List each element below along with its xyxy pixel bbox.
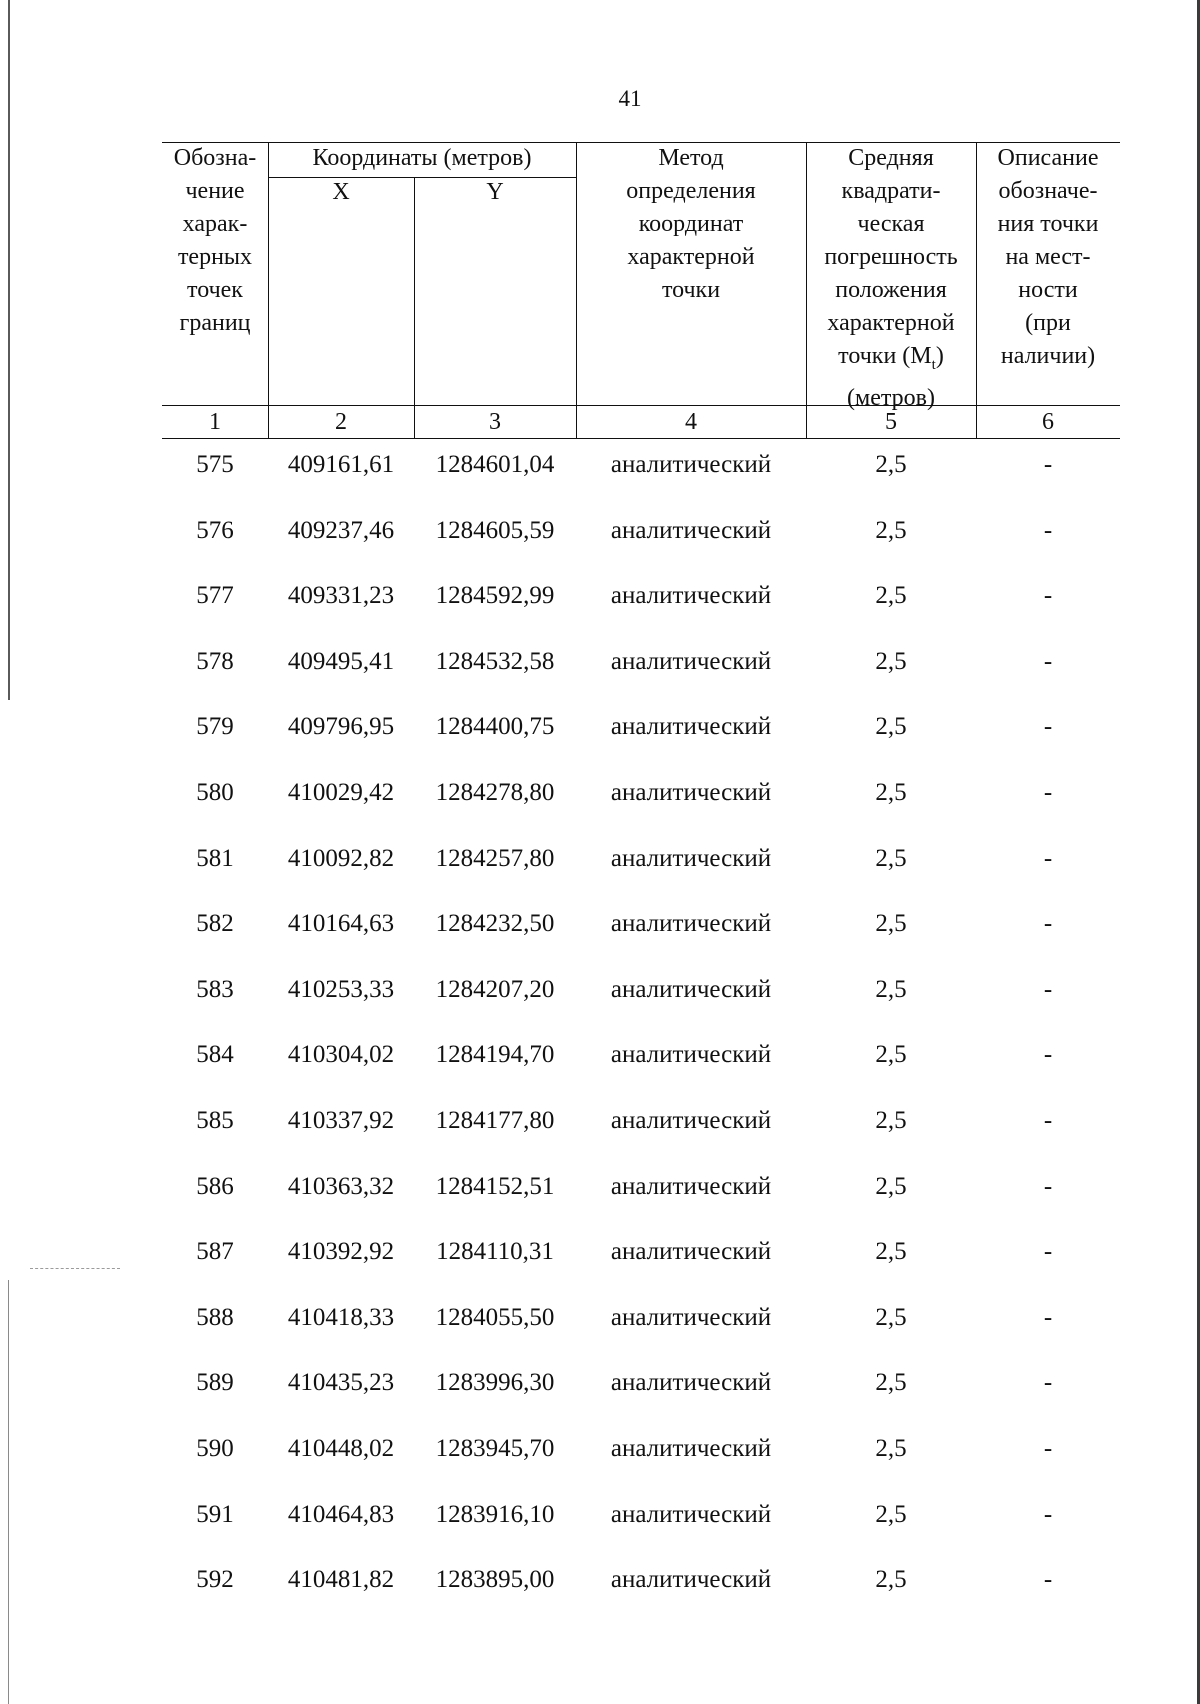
cell-coord-x: 410029,42 xyxy=(287,779,395,806)
column-number-5: 5 xyxy=(885,409,897,435)
cell-point-id: 585 xyxy=(196,1107,234,1134)
cell-point-id: 576 xyxy=(196,516,234,544)
cell-point-id: 584 xyxy=(196,1041,234,1069)
cell-description: - xyxy=(1043,910,1053,938)
table-row xyxy=(162,839,1120,879)
col-separator-2 xyxy=(414,177,415,438)
cell-description: - xyxy=(1043,1041,1053,1069)
header-col-error-post: ) (метров) xyxy=(847,343,944,411)
cell-point-id: 588 xyxy=(196,1303,234,1331)
cell-description: - xyxy=(1043,1500,1053,1528)
cell-error: 2,5 xyxy=(875,975,907,1003)
cell-coord-x: 410435,23 xyxy=(287,1369,395,1397)
cell-description: - xyxy=(1043,1172,1053,1200)
cell-description: - xyxy=(1043,779,1053,806)
cell-coord-x: 410304,02 xyxy=(287,1041,395,1069)
scan-artifact-dash xyxy=(30,1268,120,1270)
cell-error: 2,5 xyxy=(875,910,907,938)
cell-description: - xyxy=(1043,1303,1053,1331)
cell-point-id: 589 xyxy=(196,1369,234,1397)
cell-method: аналитический xyxy=(610,779,772,806)
header-coords-group: Координаты (метров) xyxy=(312,145,532,171)
cell-coord-x: 409495,41 xyxy=(287,647,395,675)
cell-description: - xyxy=(1043,647,1053,675)
table-row xyxy=(162,1232,1120,1272)
table-row xyxy=(162,1298,1120,1338)
cell-error: 2,5 xyxy=(875,1238,907,1266)
cell-coord-x: 410337,92 xyxy=(287,1107,395,1134)
cell-error: 2,5 xyxy=(875,1107,907,1134)
cell-coord-y: 1284110,31 xyxy=(436,1238,554,1266)
table-row xyxy=(162,1495,1120,1535)
cell-method: аналитический xyxy=(610,1238,772,1266)
cell-method: аналитический xyxy=(610,975,772,1003)
cell-error: 2,5 xyxy=(875,1435,907,1462)
cell-coord-x: 410418,33 xyxy=(287,1303,395,1331)
scan-edge-left-lower xyxy=(8,1280,9,1704)
header-col-method: Метод определения координат характерной точки xyxy=(626,145,756,303)
cell-point-id: 587 xyxy=(196,1238,234,1266)
cell-coord-y: 1283945,70 xyxy=(435,1435,555,1462)
cell-point-id: 586 xyxy=(196,1172,234,1200)
cell-description: - xyxy=(1043,975,1053,1003)
cell-method: аналитический xyxy=(610,1566,772,1594)
cell-method: аналитический xyxy=(610,844,772,872)
cell-coord-x: 410481,82 xyxy=(287,1566,395,1594)
table-row xyxy=(162,707,1120,747)
table-row xyxy=(162,445,1120,485)
cell-method: аналитический xyxy=(610,451,772,478)
cell-description: - xyxy=(1043,1107,1053,1134)
cell-method: аналитический xyxy=(610,910,772,938)
cell-coord-y: 1284400,75 xyxy=(435,713,555,741)
cell-method: аналитический xyxy=(610,1500,772,1528)
cell-method: аналитический xyxy=(610,516,772,544)
cell-error: 2,5 xyxy=(875,779,907,806)
cell-error: 2,5 xyxy=(875,1172,907,1200)
header-col-y: Y xyxy=(486,179,504,205)
cell-coord-y: 1284194,70 xyxy=(435,1041,555,1069)
cell-error: 2,5 xyxy=(875,1369,907,1397)
cell-coord-x: 410363,32 xyxy=(287,1172,395,1200)
cell-coord-y: 1284601,04 xyxy=(435,451,555,478)
cell-point-id: 583 xyxy=(196,975,234,1003)
cell-coord-x: 410464,83 xyxy=(287,1500,395,1528)
table-row xyxy=(162,642,1120,682)
cell-point-id: 575 xyxy=(196,451,234,478)
column-number-2: 2 xyxy=(335,409,347,435)
cell-coord-y: 1284592,99 xyxy=(435,582,555,610)
cell-error: 2,5 xyxy=(875,844,907,872)
cell-coord-y: 1284232,50 xyxy=(435,910,555,938)
cell-method: аналитический xyxy=(610,1369,772,1397)
cell-point-id: 577 xyxy=(196,582,234,610)
table-row xyxy=(162,1035,1120,1075)
cell-error: 2,5 xyxy=(875,713,907,741)
cell-error: 2,5 xyxy=(875,451,907,478)
cell-coord-y: 1284532,58 xyxy=(435,647,555,675)
cell-description: - xyxy=(1043,1435,1053,1462)
cell-point-id: 581 xyxy=(196,844,234,872)
header-col-error xyxy=(806,142,976,415)
cell-coord-x: 409161,61 xyxy=(287,451,395,478)
cell-coord-y: 1284605,59 xyxy=(435,516,555,544)
cell-error: 2,5 xyxy=(875,582,907,610)
cell-method: аналитический xyxy=(610,1172,772,1200)
cell-coord-x: 410253,33 xyxy=(287,975,395,1003)
cell-point-id: 580 xyxy=(196,779,234,806)
table-row xyxy=(162,1560,1120,1600)
cell-coord-y: 1284207,20 xyxy=(435,975,555,1003)
cell-point-id: 579 xyxy=(196,713,234,741)
cell-point-id: 591 xyxy=(196,1500,234,1528)
cell-point-id: 578 xyxy=(196,647,234,675)
table-row xyxy=(162,511,1120,551)
table-row xyxy=(162,1167,1120,1207)
header-col-x: X xyxy=(332,179,350,205)
column-number-3: 3 xyxy=(489,409,501,435)
table-row xyxy=(162,576,1120,616)
cell-method: аналитический xyxy=(610,1107,772,1134)
table-row xyxy=(162,970,1120,1010)
table-row xyxy=(162,1363,1120,1403)
table-row xyxy=(162,773,1120,813)
cell-error: 2,5 xyxy=(875,647,907,675)
cell-description: - xyxy=(1043,844,1053,872)
cell-method: аналитический xyxy=(610,582,772,610)
cell-coord-y: 1284257,80 xyxy=(435,844,555,872)
cell-coord-x: 410448,02 xyxy=(287,1435,395,1462)
column-number-6: 6 xyxy=(1042,409,1054,435)
cell-method: аналитический xyxy=(610,713,772,741)
column-number-4: 4 xyxy=(685,409,697,435)
column-number-1: 1 xyxy=(209,409,221,435)
header-col-description: Описание обозначе- ния точки на мест- ности (при наличии) xyxy=(997,145,1099,369)
cell-description: - xyxy=(1043,582,1053,610)
header-col-designation: Обозна- чение харак- терных точек границ xyxy=(173,145,257,336)
cell-point-id: 590 xyxy=(196,1435,234,1462)
cell-error: 2,5 xyxy=(875,1500,907,1528)
cell-coord-y: 1284177,80 xyxy=(435,1107,555,1134)
cell-description: - xyxy=(1043,713,1053,741)
cell-description: - xyxy=(1043,516,1053,544)
header-col-error-pre: Средняя квадрати- ческая погрешность положения характерной точки (M xyxy=(824,145,958,369)
cell-coord-y: 1284055,50 xyxy=(435,1303,555,1331)
header-col-error-sub: t xyxy=(931,356,936,373)
table-row xyxy=(162,1101,1120,1141)
cell-coord-y: 1283996,30 xyxy=(435,1369,555,1397)
cell-description: - xyxy=(1043,1566,1053,1594)
cell-coord-x: 409237,46 xyxy=(287,516,395,544)
cell-coord-x: 410092,82 xyxy=(287,844,395,872)
cell-coord-x: 410392,92 xyxy=(287,1238,395,1266)
cell-method: аналитический xyxy=(610,1041,772,1069)
cell-coord-y: 1283916,10 xyxy=(435,1500,555,1528)
cell-description: - xyxy=(1043,1369,1053,1397)
cell-error: 2,5 xyxy=(875,516,907,544)
cell-error: 2,5 xyxy=(875,1566,907,1594)
cell-method: аналитический xyxy=(610,1303,772,1331)
cell-point-id: 592 xyxy=(196,1566,234,1594)
page-number: 41 xyxy=(618,86,642,111)
cell-coord-y: 1284278,80 xyxy=(435,779,555,806)
cell-coord-y: 1283895,00 xyxy=(435,1566,555,1594)
cell-coord-x: 409796,95 xyxy=(287,713,395,741)
cell-coord-y: 1284152,51 xyxy=(435,1172,555,1200)
cell-method: аналитический xyxy=(610,647,772,675)
cell-method: аналитический xyxy=(610,1435,772,1462)
table-row xyxy=(162,904,1120,944)
cell-description: - xyxy=(1043,451,1053,478)
table-row xyxy=(162,1429,1120,1469)
cell-coord-x: 409331,23 xyxy=(287,582,395,610)
cell-coord-x: 410164,63 xyxy=(287,910,395,938)
cell-description: - xyxy=(1043,1238,1053,1266)
cell-point-id: 582 xyxy=(196,910,234,938)
cell-error: 2,5 xyxy=(875,1303,907,1331)
cell-error: 2,5 xyxy=(875,1041,907,1069)
